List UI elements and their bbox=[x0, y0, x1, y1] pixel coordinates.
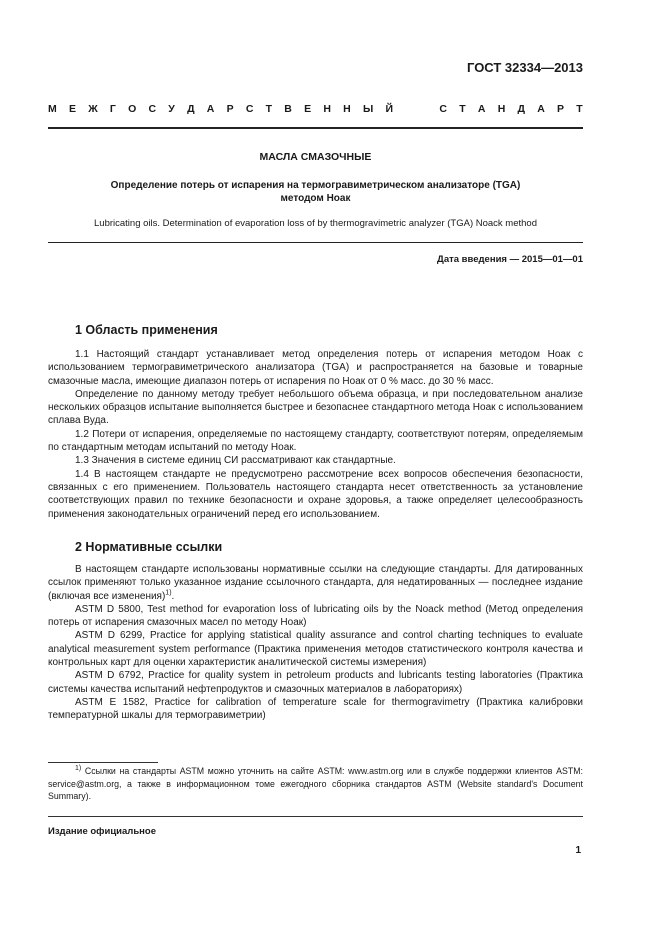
paragraph: 1.4 В настоящем стандарте не предусмотрено рассмотрение всех вопросов обеспечения безопасности, связанных с его применением. Пользователь настоящего стандарта несет ответственность за установление соответствующих правил по технике безопасности и охране здоровья, а также определяет целесообразность применения законодательных ограничений перед его использованием. bbox=[48, 468, 583, 520]
paragraph: 1.3 Значения в системе единиц СИ рассматривают как стандартные. bbox=[75, 455, 396, 467]
subtitle-line-2: методом Ноак bbox=[280, 193, 351, 204]
footnote bbox=[48, 765, 583, 803]
title-rule bbox=[48, 242, 583, 243]
banner-letter: А bbox=[477, 103, 486, 115]
banner-letter: Т bbox=[265, 103, 273, 115]
banner-letter: С bbox=[245, 103, 254, 115]
banner-letter: Н bbox=[323, 103, 331, 115]
banner-letter: Г bbox=[109, 103, 116, 115]
paragraph bbox=[48, 563, 583, 603]
edition-label: Издание официальное bbox=[48, 826, 156, 837]
document-subtitle bbox=[48, 179, 583, 205]
banner-letter: Т bbox=[576, 103, 583, 115]
effective-date: Дата введения — 2015—01—01 bbox=[437, 254, 583, 265]
banner-letter: Д bbox=[517, 103, 525, 115]
document-title: МАСЛА СМАЗОЧНЫЕ bbox=[259, 151, 372, 163]
section-1-body bbox=[48, 348, 583, 521]
banner-letter: С bbox=[439, 103, 448, 115]
reference-item: ASTM D 6792, Practice for quality system in petroleum products and lubricants testing laboratories (Практика системы качества испытаний нефтепродуктов и смазочных материалов в лабораториях) bbox=[48, 670, 583, 695]
banner-letter: А bbox=[206, 103, 215, 115]
paragraph: 1.1 Настоящий стандарт устанавливает метод определения потерь от испарения методом Ноак с использованием термогравиметрического анализатора (TGA) и распространяется на базовые и товарные смазочные масла, имеющие диапазон потерь от испарения по Ноак от 0 % масс. до 30 % масс. bbox=[48, 349, 583, 387]
banner-letter: Н bbox=[497, 103, 506, 115]
banner-letter: Д bbox=[187, 103, 195, 115]
header-rule bbox=[48, 127, 583, 129]
footnote-text bbox=[48, 765, 583, 803]
banner-letter: Ж bbox=[88, 103, 98, 115]
footnote-rule bbox=[48, 762, 158, 763]
paragraph-end: . bbox=[171, 590, 175, 602]
banner-letter: Р bbox=[557, 103, 565, 115]
banner-letter: Н bbox=[343, 103, 351, 115]
banner-letter: М bbox=[48, 103, 57, 115]
paragraph-text: В настоящем стандарте использованы нормативные ссылки на следующие стандарты. Для датированных ссылок применяют только указанное издание ссылочного стандарта, для недатированных — последнее издание (включая все изменения) bbox=[48, 564, 583, 602]
section-1-heading: 1 Область применения bbox=[75, 323, 218, 337]
banner-letter: А bbox=[537, 103, 545, 115]
banner-letter: В bbox=[284, 103, 292, 115]
banner-letter: У bbox=[168, 103, 175, 115]
reference-item: ASTM E 1582, Practice for calibration of temperature scale for thermogravimetry (Практика калибровки температурной шкалы для термогравиметрии) bbox=[48, 696, 583, 722]
banner-letter: Р bbox=[226, 103, 234, 115]
paragraph: 1.2 Потери от испарения, определяемые по настоящему стандарту, соответствуют потерям, определяемым по стандартным методам испытаний по методу Ноак. bbox=[48, 428, 583, 454]
section-2-body bbox=[48, 563, 583, 723]
banner-letter: Е bbox=[304, 103, 312, 115]
banner-letter: О bbox=[128, 103, 137, 115]
footnote-ref[interactable]: 1) bbox=[165, 589, 172, 597]
footer-rule bbox=[48, 816, 583, 817]
footnote-marker: 1) bbox=[75, 765, 82, 773]
paragraph: Определение по данному методу требует небольшого объема образца, и при последовательном анализе нескольких образцов испытание выполняется быстрее и безопаснее стандартного метода Ноак с использованием сплава Вуда. bbox=[48, 388, 583, 427]
section-2-heading: 2 Нормативные ссылки bbox=[75, 540, 223, 554]
footnote-body: Ссылки на стандарты ASTM можно уточнить на сайте ASTM: www.astm.org или в службе поддержки клиентов ASTM: service@astm.org, а также в информационном томе ежегодного сборника стандартов ASTM (Website standard's Document Summary). bbox=[48, 766, 583, 801]
english-title: Lubricating oils. Determination of evaporation loss of by thermogravimetric analyzer (TGA) Noack method bbox=[94, 218, 537, 229]
standard-type-banner bbox=[48, 103, 583, 115]
banner-letter: С bbox=[148, 103, 157, 115]
subtitle-line-1: Определение потерь от испарения на термогравиметрическом анализаторе (TGA) bbox=[110, 180, 521, 191]
banner-letter: Й bbox=[385, 103, 393, 115]
banner-letter: Т bbox=[459, 103, 466, 115]
standard-number: ГОСТ 32334—2013 bbox=[467, 60, 583, 75]
reference-item: ASTM D 5800, Test method for evaporation loss of lubricating oils by the Noack method (Метод определения потерь от испарения смазочных масел по методу Ноак) bbox=[48, 603, 583, 629]
page-number: 1 bbox=[575, 845, 581, 856]
banner-word-gap bbox=[405, 103, 427, 115]
banner-letter: Е bbox=[68, 103, 76, 115]
reference-item: ASTM D 6299, Practice for applying statistical quality assurance and control charting techniques to evaluate analytical measurement system performance (Практика применения методов статистического контроля качества и контрольных карт для оценки характеристик аналитической системы измерения) bbox=[48, 630, 583, 669]
banner-letter: Ы bbox=[362, 103, 374, 115]
